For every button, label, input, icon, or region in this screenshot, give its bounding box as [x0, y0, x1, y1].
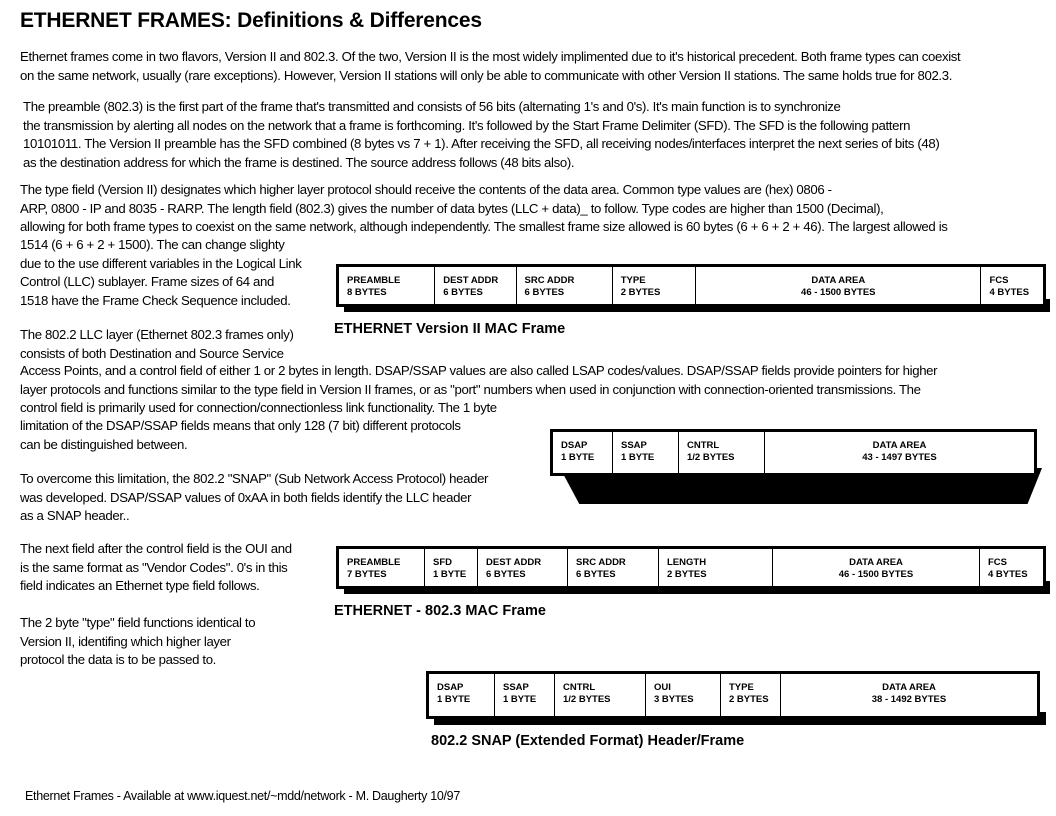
paragraph-line: To overcome this limitation, the 802.2 "SNAP" (Sub Network Access Protocol) header [20, 471, 489, 486]
frame-field-type [613, 267, 696, 304]
paragraph-line: on the same network, usually (rare exceptions). However, Version II stations will only be able to communicate with other Version II stations. The same holds true for 802.3. [20, 67, 953, 83]
field-name: DEST ADDR [486, 557, 542, 568]
field-size: 43 - 1497 BYTES [862, 452, 937, 463]
frame-field-fcs [980, 549, 1043, 586]
frame-field-data-area [781, 674, 1037, 716]
field-size: 46 - 1500 BYTES [838, 569, 914, 580]
field-name: OUI [654, 682, 671, 693]
frame-field-preamble [339, 549, 425, 586]
paragraph-line: the transmission by alerting all nodes on the network that a frame is forthcoming. It's followed by the Start Frame Delimiter (SFD). The SFD is the following pattern [23, 117, 911, 133]
frame-field-fcs [981, 267, 1043, 304]
paragraph-line: limitation of the DSAP/SSAP fields means that only 128 (7 bit) different protocols [20, 418, 461, 433]
field-name: SRC ADDR [576, 557, 626, 568]
paragraph-line: allowing for both frame types to coexist on the same network, although independently. The smallest frame size allowed is 60 bytes (6 + 6 + 2 + 46). The largest allowed is [20, 219, 948, 234]
field-size: 2 BYTES [667, 569, 707, 580]
frame-field-dest-addr [435, 267, 516, 304]
paragraph-line: The 802.2 LLC layer (Ethernet 802.3 frames only) [20, 327, 294, 342]
field-size: 7 BYTES [347, 569, 387, 580]
paragraph-line: Control (LLC) sublayer. Frame sizes of 64 and [20, 274, 274, 289]
footer-credit: Ethernet Frames - Available at www.iquest.net/~mdd/network - M. Daugherty 10/97 [25, 789, 460, 803]
frame-field-dsap [553, 432, 613, 473]
field-name: CNTRL [563, 682, 596, 693]
type-field-paragraph-cont [20, 236, 301, 310]
snap-paragraph [20, 470, 488, 526]
snap-frame-caption: 802.2 SNAP (Extended Format) Header/Frame [431, 733, 745, 749]
field-size: 8 BYTES [347, 287, 387, 298]
llc-paragraph-tail [20, 417, 461, 454]
frame-field-data-area [696, 267, 981, 304]
field-size: 6 BYTES [486, 569, 526, 580]
field-name: TYPE [729, 682, 754, 693]
field-size: 2 BYTES [620, 287, 661, 298]
paragraph-line: was developed. DSAP/SSAP values of 0xAA in both fields identify the LLC header [20, 489, 472, 505]
llc-sublayer-frame [550, 429, 1037, 476]
frame-field-length [659, 549, 773, 586]
version2-frame-caption: ETHERNET Version II MAC Frame [334, 321, 566, 337]
field-size: 1 BYTE [621, 452, 655, 463]
field-size: 1 BYTE [561, 452, 595, 463]
frame-field-dsap [429, 674, 495, 716]
paragraph-line: Ethernet frames come in two flavors, Version II and 802.3. Of the two, Version II is the most widely implimented due to it's historical precedent. Both frame types can coexist [20, 49, 961, 64]
intro-paragraph [20, 48, 960, 85]
paragraph-line: The type field (Version II) designates which higher layer protocol should receive the contents of the data area. Common type values are (hex) 0806 - [20, 182, 832, 197]
frame-field-preamble [339, 267, 435, 304]
paragraph-line: The preamble (802.3) is the first part of the frame that's transmitted and consists of 56 bits (alternating 1's and 0's). It's main function is to synchronize [23, 99, 841, 114]
ieee8023-frame-caption: ETHERNET - 802.3 MAC Frame [334, 603, 546, 619]
preamble-paragraph [23, 98, 939, 172]
type2-paragraph [20, 614, 255, 670]
paragraph-line: 1514 (6 + 6 + 2 + 1500). The can change slighty [20, 237, 285, 252]
paragraph-line: as the destination address for which the frame is destined. The source address follows (48 bits also). [23, 154, 575, 170]
llc-paragraph [20, 326, 293, 363]
paragraph-line: Access Points, and a control field of either 1 or 2 bytes in length. DSAP/SSAP values are also called LSAP codes/values. DSAP/SSAP fields provide pointers for higher [20, 363, 938, 378]
field-size: 6 BYTES [524, 287, 565, 298]
field-name: DATA AREA [849, 557, 903, 568]
field-name: DATA AREA [872, 440, 927, 451]
field-name: SFD [433, 557, 452, 568]
paragraph-line: due to the use different variables in the Logical Link [20, 255, 302, 271]
field-size: 38 - 1492 BYTES [871, 694, 947, 705]
field-size: 46 - 1500 BYTES [801, 287, 876, 298]
version2-mac-frame [336, 264, 1046, 307]
field-name: PREAMBLE [347, 275, 401, 286]
field-name: SSAP [503, 682, 529, 693]
frame-field-type [721, 674, 781, 716]
frame-field-cntrl [679, 432, 765, 473]
frame-field-ssap [495, 674, 555, 716]
field-name: DATA AREA [882, 682, 936, 693]
paragraph-line: 10101011. The Version II preamble has the SFD combined (8 bytes vs 7 + 1). After receiving the SFD, all receiving nodes/interfaces interpret the next series of bits (48) [23, 136, 940, 151]
frame-field-data-area [765, 432, 1034, 473]
paragraph-line: layer protocols and functions similar to the type field in Version II frames, or as "port" numbers when used in conjunction with connection-oriented transmissions. The [20, 381, 921, 397]
paragraph-line: The next field after the control field is the OUI and [20, 541, 292, 556]
paragraph-line: 1518 have the Frame Check Sequence included. [20, 292, 291, 308]
field-name: DSAP [437, 682, 464, 693]
field-name: DEST ADDR [443, 275, 499, 286]
paragraph-line: field indicates an Ethernet type field follows. [20, 578, 260, 593]
frame-field-dest-addr [478, 549, 568, 586]
field-size: 1/2 BYTES [687, 452, 735, 463]
field-name: FCS [988, 557, 1007, 568]
snap-extended-frame [426, 671, 1040, 719]
llc-paragraph-cont [20, 362, 937, 418]
field-size: 1 BYTE [433, 569, 467, 580]
frame-field-cntrl [555, 674, 646, 716]
field-name: CNTRL [687, 440, 720, 451]
field-size: 4 BYTES [988, 569, 1028, 580]
field-name: DATA AREA [811, 275, 866, 286]
page-title: ETHERNET FRAMES: Definitions & Differences [20, 9, 482, 32]
frame-field-sfd [425, 549, 478, 586]
field-size: 6 BYTES [443, 287, 483, 298]
paragraph-line: as a SNAP header.. [20, 508, 130, 523]
paragraph-line: protocol the data is to be passed to. [20, 652, 216, 667]
type-field-paragraph [20, 181, 948, 237]
paragraph-line: The 2 byte "type" field functions identical to [20, 615, 256, 630]
field-size: 1/2 BYTES [563, 694, 611, 705]
field-size: 1 BYTE [437, 694, 471, 705]
frame-field-src-addr [568, 549, 659, 586]
paragraph-line: consists of both Destination and Source Service [20, 345, 284, 361]
frame-field-src-addr [517, 267, 613, 304]
field-size: 2 BYTES [729, 694, 769, 705]
field-size: 6 BYTES [576, 569, 616, 580]
field-name: PREAMBLE [347, 557, 401, 568]
field-name: DSAP [561, 440, 588, 451]
ieee8023-mac-frame [336, 546, 1046, 589]
field-size: 3 BYTES [654, 694, 694, 705]
oui-paragraph [20, 540, 292, 596]
llc-frame-caption: 802.2 LLC Sublayer Header/Frame [700, 484, 927, 500]
paragraph-line: control field is primarily used for connection/connectionless link functionality. The 1 byte [20, 400, 497, 415]
frame-field-ssap [613, 432, 679, 473]
field-name: SSAP [621, 440, 647, 451]
field-name: FCS [989, 275, 1009, 286]
field-size: 4 BYTES [989, 287, 1030, 298]
paragraph-line: is the same format as "Vendor Codes". 0's in this [20, 559, 288, 575]
field-size: 1 BYTE [503, 694, 537, 705]
frame-field-data-area [773, 549, 980, 586]
paragraph-line: can be distinguished between. [20, 436, 188, 452]
field-name: LENGTH [667, 557, 707, 568]
frame-field-oui [646, 674, 721, 716]
paragraph-line: Version II, identifing which higher layer [20, 633, 231, 649]
field-name: TYPE [620, 275, 646, 286]
field-name: SRC ADDR [524, 275, 575, 286]
paragraph-line: ARP, 0800 - IP and 8035 - RARP. The length field (802.3) gives the number of data bytes (LLC + data)_ to follow. Type codes are higher than 1500 (Decimal), [20, 200, 884, 216]
